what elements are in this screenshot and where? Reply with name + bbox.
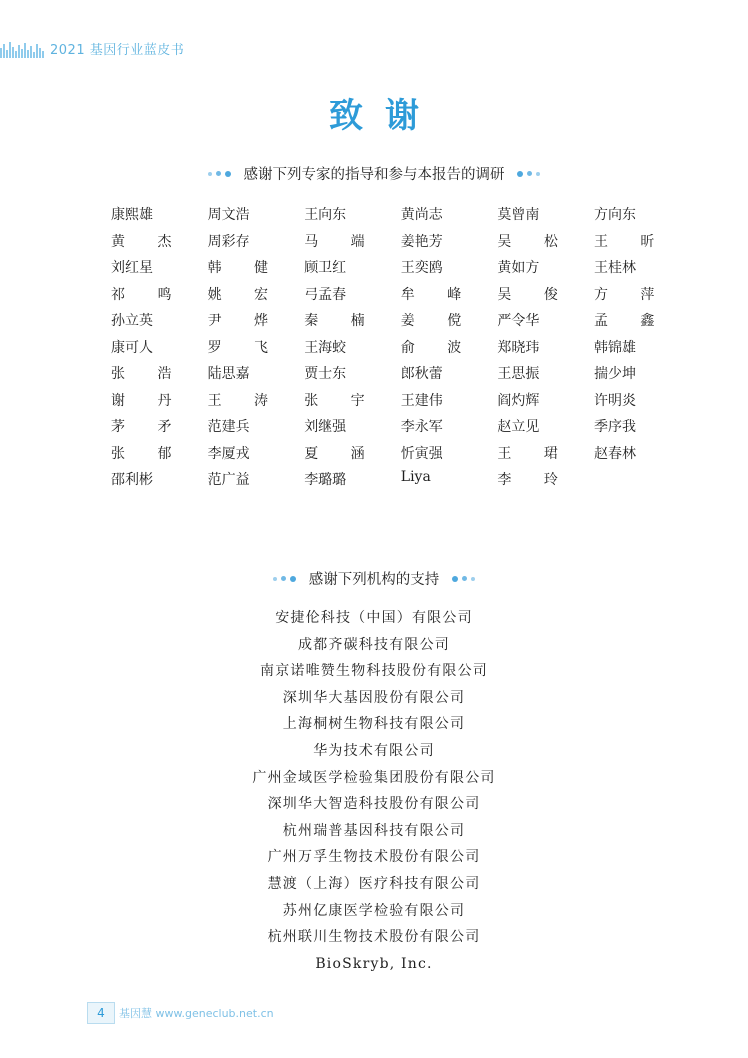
expert-name: 张 郁 — [111, 445, 186, 462]
expert-name: 郑晓玮 — [497, 339, 540, 356]
expert-name: 周文浩 — [207, 207, 250, 223]
organization-item: 杭州联川生物技术股份有限公司 — [267, 929, 481, 946]
dots-left-icon — [271, 571, 298, 587]
page-number: 4 — [87, 1002, 115, 1024]
expert-name: 韩 健 — [207, 260, 283, 276]
expert-name: 方 萍 — [593, 286, 669, 303]
expert-name: 许明炎 — [593, 392, 636, 409]
expert-name: 王向东 — [304, 207, 347, 223]
expert-name: 陆思嘉 — [207, 366, 250, 382]
expert-name: 赵春林 — [593, 445, 636, 462]
expert-name: 范广益 — [207, 472, 250, 488]
expert-name: 康熙雄 — [111, 207, 153, 223]
expert-name: 黄 杰 — [111, 233, 186, 250]
expert-name: 吴 松 — [497, 233, 572, 250]
expert-name: 张 浩 — [111, 366, 186, 382]
expert-name: 罗 飞 — [207, 339, 283, 356]
experts-list — [111, 204, 671, 496]
expert-name: 谢 丹 — [111, 392, 186, 409]
expert-name: 王奕鸥 — [400, 260, 443, 276]
dots-left-icon — [206, 166, 233, 182]
organization-item: 慧渡（上海）医疗科技有限公司 — [267, 875, 481, 892]
footer-site: 基因慧 www.geneclub.net.cn — [119, 1007, 274, 1020]
organization-item: 苏州亿康医学检验有限公司 — [282, 902, 466, 919]
expert-name: Liya — [400, 469, 431, 485]
organization-item: 安捷伦科技（中国）有限公司 — [275, 610, 473, 626]
expert-name: 李永军 — [400, 419, 443, 435]
expert-name: 弓孟春 — [304, 286, 347, 303]
expert-name: 康可人 — [111, 339, 153, 356]
expert-name: 姜艳芳 — [400, 233, 443, 250]
expert-name: 茅 矛 — [111, 419, 186, 435]
expert-name: 夏 涵 — [304, 445, 379, 462]
expert-name: 王 珺 — [497, 445, 572, 462]
expert-name: 顾卫红 — [304, 260, 347, 276]
organizations-list — [0, 605, 748, 977]
organization-item: 华为技术有限公司 — [313, 742, 435, 759]
orgs-heading-label: 感谢下列机构的支持 — [308, 572, 440, 588]
expert-name: 李厦戎 — [207, 445, 250, 462]
expert-name: 周彩存 — [207, 233, 250, 250]
organization-item: 深圳华大智造科技股份有限公司 — [267, 796, 481, 813]
expert-name: 韩锦雄 — [593, 339, 636, 356]
expert-name: 王海蛟 — [304, 339, 347, 356]
expert-name: 王桂林 — [593, 260, 636, 276]
expert-name: 张 宇 — [304, 392, 379, 409]
bar-pattern-icon — [0, 38, 46, 58]
expert-name: 俞 波 — [400, 339, 476, 356]
organization-item: BioSkryb, Inc. — [315, 955, 433, 972]
dots-right-icon — [515, 166, 542, 182]
expert-name: 揣少坤 — [593, 366, 636, 382]
expert-name: 孟 鑫 — [593, 313, 669, 329]
expert-name: 郎秋蕾 — [400, 366, 443, 382]
running-header — [0, 38, 748, 60]
expert-name: 马 端 — [304, 233, 379, 250]
expert-name: 李璐璐 — [304, 472, 347, 488]
expert-name: 姚 宏 — [207, 286, 283, 303]
expert-name: 莫曾南 — [497, 207, 540, 223]
expert-name: 赵立见 — [497, 419, 540, 435]
expert-name: 范建兵 — [207, 419, 250, 435]
expert-name: 吴 俊 — [497, 286, 572, 303]
expert-name: 方向东 — [593, 207, 636, 223]
organization-item: 南京诺唯赞生物科技股份有限公司 — [260, 663, 488, 680]
expert-name: 邵利彬 — [111, 472, 153, 488]
page-title: 致谢 — [329, 96, 441, 136]
header-title: 2021 基因行业蓝皮书 — [50, 43, 185, 58]
expert-name: 黄尚志 — [400, 207, 443, 223]
expert-name: 刘红星 — [111, 260, 153, 276]
expert-name: 孙立英 — [111, 313, 153, 329]
organization-item: 广州金域医学检验集团股份有限公司 — [252, 769, 496, 786]
expert-name: 秦 楠 — [304, 313, 379, 329]
expert-name: 贾士东 — [304, 366, 347, 382]
expert-name: 尹 烨 — [207, 313, 283, 329]
expert-name: 刘继强 — [304, 419, 347, 435]
orgs-heading — [0, 568, 748, 589]
expert-name: 王 涛 — [207, 392, 283, 409]
expert-name: 李 玲 — [497, 472, 572, 488]
expert-name: 季序我 — [593, 419, 636, 435]
expert-name: 忻寅强 — [400, 445, 443, 462]
organization-item: 深圳华大基因股份有限公司 — [282, 689, 466, 706]
organization-item: 广州万孚生物技术股份有限公司 — [267, 849, 481, 866]
expert-name: 王思振 — [497, 366, 540, 382]
organization-item: 成都齐碳科技有限公司 — [298, 636, 450, 653]
expert-name: 王 昕 — [593, 233, 669, 250]
expert-name: 黄如方 — [497, 260, 540, 276]
experts-heading — [0, 163, 748, 184]
organization-item: 杭州瑞普基因科技有限公司 — [282, 822, 466, 839]
experts-heading-label: 感谢下列专家的指导和参与本报告的调研 — [243, 167, 505, 183]
expert-name: 严令华 — [497, 313, 540, 329]
organization-item: 上海桐树生物科技有限公司 — [282, 716, 466, 733]
dots-right-icon — [450, 571, 477, 587]
expert-name: 王建伟 — [400, 392, 443, 409]
expert-name: 祁 鸣 — [111, 286, 186, 303]
expert-name: 阎灼辉 — [497, 392, 540, 409]
expert-name: 牟 峰 — [400, 286, 476, 303]
expert-name: 姜 傥 — [400, 313, 476, 329]
